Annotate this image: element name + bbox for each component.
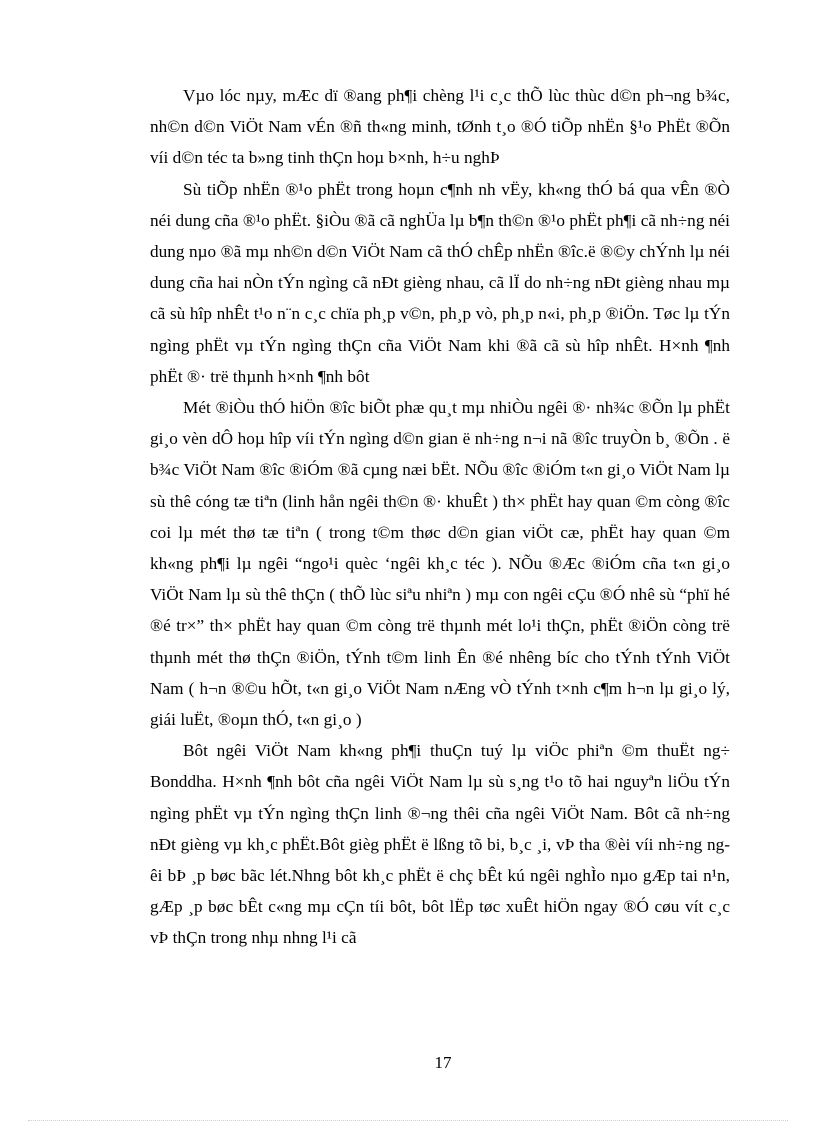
paragraph-4: Bôt ngêi ViÖt Nam kh«ng ph¶i thuÇn tuý lµ viÖc phiªn ©m thuËt ng÷ Bonddha. H×nh ¶nh bôt cña ngêi ViÖt Nam lµ sù s¸ng t¹o tõ hai nguyªn liÖu tÝn ngìng phËt vµ tÝn ngìng thÇn linh ®¬ng thêi cña ngêi ViÖt Nam. Bôt cã nh÷ng nÐt gièng vµ kh¸c phËt.Bôt gièg phËt ë lßng tõ bi, b¸c ¸i, vÞ tha ®èi víi nh÷ng ngêi bÞ ¸p bøc bãc lét.Nhng bôt kh¸c phËt ë chç bÊt kú ngêi nghÌo nµo gÆp tai n¹n, gÆp ¸p bøc bÊt c«ng mµ cÇn tíi bôt, bôt lËp tøc xuÊt hiÖn ngay ®Ó cøu vít c¸c vÞ thÇn trong nhµ nhng l¹i cã [150, 741, 730, 948]
body-text [150, 80, 730, 954]
page-number: 17 [434, 1053, 452, 1072]
paragraph-1: Vµo lóc nµy, mÆc dï ®ang ph¶i chèng l¹i c¸c thÕ lùc thùc d©n ph¬ng b¾c, nh©n d©n ViÖt Nam vÉn ®ñ th«ng minh, tØnh t¸o ®Ó tiÕp nhËn §¹o PhËt ®Õn víi d©n téc ta b»ng tinh thÇn hoµ b×nh, h÷u nghÞ [150, 86, 730, 168]
paragraph-3: Mét ®iÒu thÓ hiÖn ®îc biÕt phæ qu¸t mµ nhiÒu ngêi ®· nh¾c ®Õn lµ phËt gi¸o vèn dÔ hoµ hîp víi tÝn ngìng d©n gian ë nh÷ng n¬i nã ®îc truyÒn b¸ ®Õn . ë b¾c ViÖt Nam ®îc ®iÓm ®ã cµng næi bËt. NÕu ®îc ®iÓm t«n gi¸o ViÖt Nam lµ sù thê cóng tæ tiªn (linh hån ngêi th©n ®· khuÊt ) th× phËt hay quan ©m còng ®îc coi lµ mét thø tæ tiªn ( trong t©m thøc d©n gian viÖt cæ, phËt hay quan ©m kh«ng ph¶i lµ ngêi “ngo¹i quèc ‘ngêi kh¸c téc ). NÕu ®Æc ®iÓm cña t«n gi¸o ViÖt Nam lµ sù thê thÇn ( thÕ lùc siªu nhiªn ) mµ con ngêi cÇu ®Ó nhê sù “phï hé ®é tr×” th× phËt hay quan ©m còng trë thµnh mét lo¹i thÇn, phËt ®iÖn còng trë thµnh mét thø thÇn ®iÖn, tÝnh t©m linh Ên ®é nhêng bíc cho tÝnh tÝnh ViÖt Nam ( h¬n ®©u hÕt, t«n gi¸o ViÖt Nam nÆng vÒ tÝnh t×nh c¶m h¬n lµ gi¸o lý, giái luËt, ®oµn thÓ, t«n gi¸o ) [150, 398, 730, 730]
page-bottom-divider [28, 1120, 788, 1121]
paragraph-2: Sù tiÕp nhËn ®¹o phËt trong hoµn c¶nh nh vËy, kh«ng thÓ bá qua vÊn ®Ò néi dung cña ®¹o phËt. §iÒu ®ã cã nghÜa lµ b¶n th©n ®¹o phËt ph¶i cã nh÷ng néi dung nµo ®ã mµ nh©n d©n ViÖt Nam cã thÓ chÊp nhËn ®îc.ë ®©y chÝnh lµ néi dung cña hai nÒn tÝn ngìng cã nÐt gièng nhau, cã lÏ do nh÷ng nÐt gièng nhau mµ cã sù hîp nhÊt t¹o n¨n c¸c chïa ph¸p v©n, ph¸p vò, ph¸p n«i, ph¸p ®iÖn. Tøc lµ tÝn ngìng phËt vµ tÝn ngìng thÇn cña ViÖt Nam khi ®ã cã sù hîp nhÊt. H×nh ¶nh phËt ®· trë thµnh h×nh ¶nh bôt [150, 179, 730, 386]
